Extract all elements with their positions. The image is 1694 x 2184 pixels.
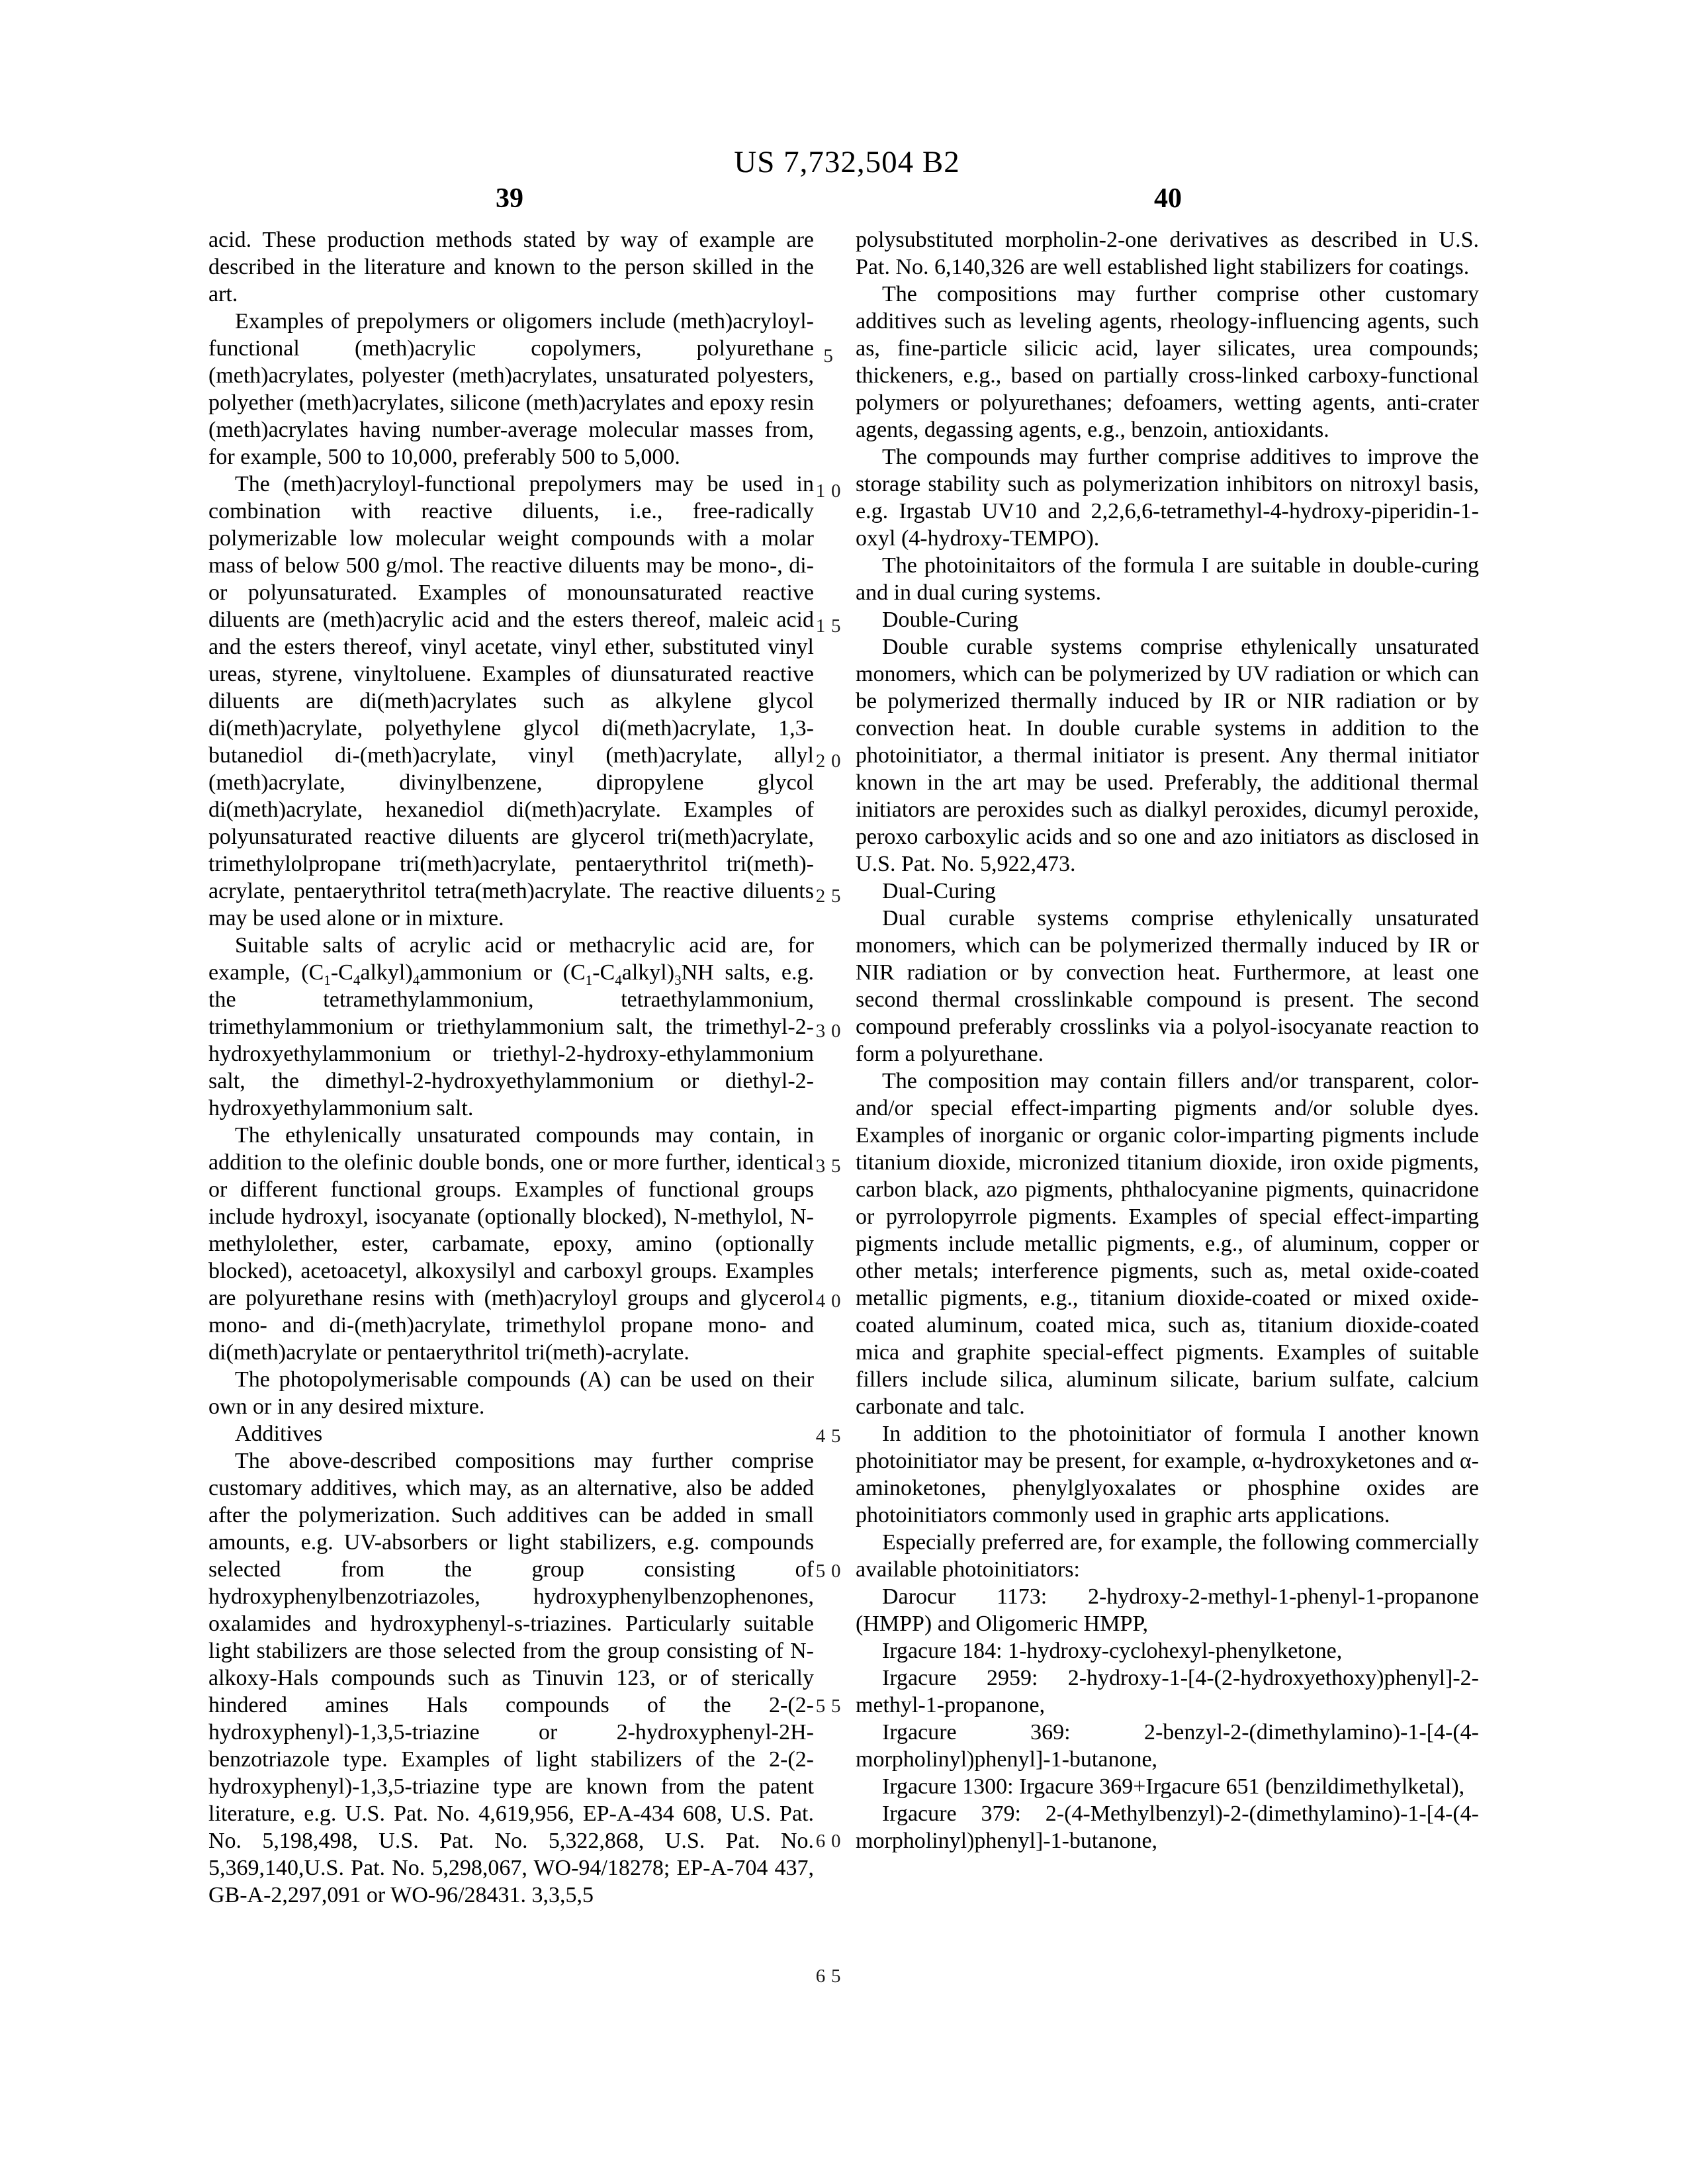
right-column (856, 226, 1479, 1854)
line-number: 5 (823, 345, 839, 367)
paragraph: The (meth)acryloyl-functional prepolymers may be used in combination with reactive diluents, i.e., free-radically polymerizable low molecular weight compounds with a molar mass of below 500 g/mol. The reactive diluents may be mono-, di- or polyunsaturated. Examples of monounsaturated reactive diluents are (meth)acrylic acid and the esters thereof, maleic acid and the esters thereof, vinyl acetate, vinyl ether, substituted vinyl ureas, styrene, vinyltoluene. Examples of diunsaturated reactive diluents are di(meth)acrylates such as alkylene glycol di(meth)acrylate, polyethylene glycol di(meth)acrylate, 1,3-butanediol di-(meth)acrylate, vinyl (meth)acrylate, allyl (meth)acrylate, divinylbenzene, dipropylene glycol di(meth)acrylate, hexanediol di(meth)acrylate. Examples of polyunsaturated reactive diluents are glycerol tri(meth)acrylate, trimethylolpropane tri(meth)acrylate, pentaerythritol tri(meth)-acrylate, pentaerythritol tetra(meth)acrylate. The reactive diluents may be used alone or in mixture. (208, 472, 814, 931)
line-number: 30 (815, 1021, 847, 1042)
paragraph: acid. These production methods stated by way of example are described in the literature and known to the person skilled in the art. (208, 228, 814, 306)
line-number: 45 (815, 1426, 847, 1447)
column-number-left: 39 (496, 183, 523, 214)
line-number: 25 (815, 886, 847, 907)
paragraph: Irgacure 1300: Irgacure 369+Irgacure 651 (benzildimethylketal), (882, 1774, 1465, 1799)
subscript: 4 (412, 972, 420, 988)
paragraph: The ethylenically unsaturated compounds may contain, in addition to the olefinic double bonds, one or more further, identical or different functional groups. Examples of functional groups include hydroxyl, isocyanate (optionally blocked), N-methylol, N-methylolether, ester, carbamate, epoxy, amino (optionally blocked), acetoacetyl, alkoxysilyl and carboxyl groups. Examples are polyurethane resins with (meth)acryloyl groups and glycerol mono- and di-(meth)acrylate, trimethylol propane mono- and di(meth)acrylate or pentaerythritol tri(meth)-acrylate. (208, 1123, 814, 1365)
paragraph: Irgacure 369: 2-benzyl-2-(dimethylamino)-1-[4-(4-morpholinyl)phenyl]-1-butanone, (856, 1720, 1479, 1772)
line-number: 35 (815, 1156, 847, 1177)
paragraph: Double-Curing (882, 608, 1018, 632)
subscript: 4 (353, 972, 361, 988)
subscript: 1 (585, 972, 593, 988)
paragraph: The photopolymerisable compounds (A) can be used on their own or in any desired mixture. (208, 1367, 814, 1419)
paragraph: The compounds may further comprise additives to improve the storage stability such as polymerization inhibitors on nitroxyl basis, e.g. Irgastab UV10 and 2,2,6,6-tetramethyl-4-hydroxy-piperidin-1-oxyl (4-hydroxy-TEMPO). (856, 445, 1479, 551)
paragraph: Irgacure 2959: 2-hydroxy-1-[4-(2-hydroxyethoxy)phenyl]-2-methyl-1-propanone, (856, 1666, 1479, 1717)
line-number: 15 (815, 615, 847, 637)
paragraph: Dual curable systems comprise ethylenically unsaturated monomers, which can be polymerized thermally induced by IR or NIR radiation or by convection heat. Furthermore, at least one second thermal crosslinkable compound is present. The second compound preferably crosslinks via a polyol-isocyanate reaction to form a polyurethane. (856, 906, 1479, 1066)
paragraph: Double curable systems comprise ethylenically unsaturated monomers, which can be polymerized by UV radiation or which can be polymerized thermally induced by IR or NIR radiation or by convection heat. In double curable systems in addition to the photoinitiator, a thermal initiator is present. Any thermal initiator known in the art may be used. Preferably, the additional thermal initiators are peroxides such as dialkyl peroxides, dicumyl peroxide, peroxo carboxylic acids and so one and azo initiators as disclosed in U.S. Pat. No. 5,922,473. (856, 635, 1479, 876)
left-column (208, 226, 814, 1909)
paragraph: polysubstituted morpholin-2-one derivatives as described in U.S. Pat. No. 6,140,326 are well established light stabilizers for coatings. (856, 228, 1479, 279)
paragraph: The above-described compositions may further comprise customary additives, which may, as an alternative, also be added after the polymerization. Such additives can be added in small amounts, e.g. UV-absorbers or light stabilizers, e.g. compounds selected from the group consisting of hydroxyphenylbenzotriazoles, hydroxyphenylbenzophenones, oxalamides and hydroxyphenyl-s-triazines. Particularly suitable light stabilizers are those selected from the group consisting of N-alkoxy-Hals compounds such as Tinuvin 123, or of sterically hindered amines Hals compounds of the 2-(2-hydroxyphenyl)-1,3,5-triazine or 2-hydroxyphenyl-2H-benzotriazole type. Examples of light stabilizers of the 2-(2-hydroxyphenyl)-1,3,5-triazine type are known from the patent literature, e.g. U.S. Pat. No. 4,619,956, EP-A-434 608, U.S. Pat. No. 5,198,498, U.S. Pat. No. 5,322,868, U.S. Pat. No. 5,369,140,U.S. Pat. No. 5,298,067, WO-94/18278; EP-A-704 437, GB-A-2,297,091 or WO-96/28431. 3,3,5,5 (208, 1449, 814, 1907)
paragraph: The photoinitaitors of the formula I are suitable in double-curing and in dual curing systems. (856, 553, 1479, 605)
paragraph: Examples of prepolymers or oligomers include (meth)acryloyl-functional (meth)acrylic copolymers, polyurethane (meth)acrylates, polyester (meth)acrylates, unsaturated polyesters, polyether (meth)acrylates, silicone (meth)acrylates and epoxy resin (meth)acrylates having number-average molecular masses from, for example, 500 to 10,000, preferably 500 to 5,000. (208, 309, 814, 469)
paragraph: In addition to the photoinitiator of formula I another known photoinitiator may be present, for example, α-hydroxyketones and α-aminoketones, phenylglyoxalates or phosphine oxides are photoinitiators commonly used in graphic arts applications. (856, 1422, 1479, 1527)
patent-number: US 7,732,504 B2 (734, 145, 960, 179)
line-number: 65 (815, 1966, 847, 1987)
line-number: 50 (815, 1561, 847, 1582)
line-number: 60 (815, 1831, 847, 1852)
paragraph: Additives (235, 1422, 323, 1446)
subscript: 3 (674, 972, 682, 988)
line-number: 20 (815, 751, 847, 772)
paragraph: The compositions may further comprise other customary additives such as leveling agents, rheology-influencing agents, such as, fine-particle silicic acid, layer silicates, urea compounds; thickeners, e.g., based on partially cross-linked carboxy-functional polymers or polyurethanes; defoamers, wetting agents, anti-crater agents, degassing agents, e.g., benzoin, antioxidants. (856, 282, 1479, 442)
paragraph: Irgacure 379: 2-(4-Methylbenzyl)-2-(dimethylamino)-1-[4-(4-morpholinyl)phenyl]-1-butanone, (856, 1801, 1479, 1853)
paragraph: Especially preferred are, for example, the following commercially available photoinitiators: (856, 1530, 1479, 1582)
paragraph: Suitable salts of acrylic acid or methacrylic acid are, for example, $(C_1-C_4alkyl)_4ammonium$ or $(C_1-C_4alkyl)_3NH$ salts, e.g. the tetramethylammonium, tetraethylammonium, trimethylammonium or triethylammonium salt, the trimethyl-2-hydroxyethylammonium or triethyl-2-hydroxy-ethylammonium salt, the dimethyl-2-hydroxyethylammonium or diethyl-2-hydroxyethylammonium salt. (208, 933, 814, 1120)
line-number: 40 (815, 1291, 847, 1312)
paragraph: The composition may contain fillers and/or transparent, color- and/or special effect-imparting pigments and/or soluble dyes. Examples of inorganic or organic color-imparting pigments include titanium dioxide, micronized titanium dioxide, iron oxide pigments, carbon black, azo pigments, phthalocyanine pigments, quinacridone or pyrrolopyrrole pigments. Examples of special effect-imparting pigments include metallic pigments, e.g., of aluminum, copper or other metals; interference pigments, such as, metal oxide-coated metallic pigments, e.g., titanium dioxide-coated or mixed oxide-coated aluminum, coated mica, such as, titanium dioxide-coated mica and graphite special-effect pigments. Examples of suitable fillers include silica, aluminum silicate, barium sulfate, calcium carbonate and talc. (856, 1069, 1479, 1419)
paragraph: Darocur 1173: 2-hydroxy-2-methyl-1-phenyl-1-propanone (HMPP) and Oligomeric HMPP, (856, 1584, 1479, 1636)
column-number-right: 40 (1154, 183, 1182, 214)
subscript: 1 (324, 972, 331, 988)
paragraph: Irgacure 184: 1-hydroxy-cyclohexyl-phenylketone, (882, 1639, 1343, 1663)
line-number: 55 (815, 1696, 847, 1717)
subscript: 4 (615, 972, 622, 988)
line-number: 10 (815, 480, 847, 502)
paragraph: Dual-Curing (882, 879, 996, 903)
